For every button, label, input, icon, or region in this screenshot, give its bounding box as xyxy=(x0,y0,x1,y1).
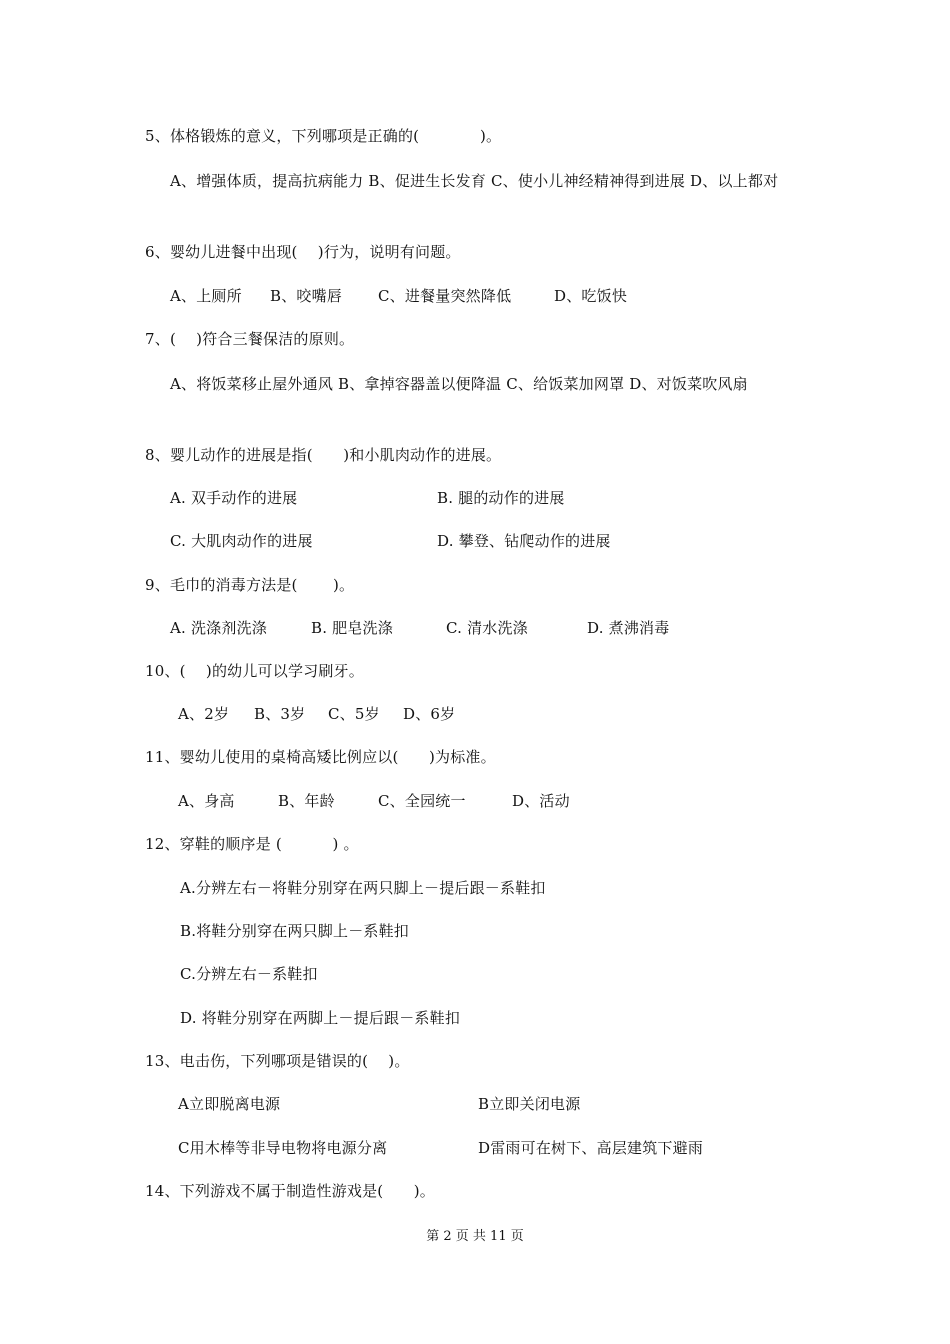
question-5-options: A、增强体质，提高抗病能力 B、促进生长发育 C、使小儿神经精神得到进展 D、以上都对 xyxy=(170,172,779,190)
question-12-option-a: A.分辨左右－将鞋分别穿在两只脚上－提后跟－系鞋扣 xyxy=(180,879,546,897)
question-9-option-c: C. 清水洗涤 xyxy=(446,619,528,637)
question-10-option-a: A、2岁 xyxy=(178,705,230,723)
question-8-option-a: A. 双手动作的进展 xyxy=(170,489,298,507)
question-6-option-d: D、吃饭快 xyxy=(554,287,628,305)
question-12-option-b: B.将鞋分别穿在两只脚上－系鞋扣 xyxy=(180,922,409,940)
question-10-option-d: D、6岁 xyxy=(403,705,456,723)
question-13-option-a: A立即脱离电源 xyxy=(178,1095,281,1113)
question-6-stem: 6、婴幼儿进餐中出现( )行为，说明有问题。 xyxy=(145,243,461,261)
question-9-option-d: D. 煮沸消毒 xyxy=(587,619,670,637)
question-13-stem: 13、电击伤，下列哪项是错误的( )。 xyxy=(145,1052,410,1070)
question-10-stem: 10、( )的幼儿可以学习刷牙。 xyxy=(145,662,364,680)
question-11-option-d: D、活动 xyxy=(512,792,570,810)
question-11-option-b: B、年龄 xyxy=(278,792,335,810)
page-footer: 第 2 页 共 11 页 xyxy=(426,1229,524,1244)
question-10-option-c: C、5岁 xyxy=(328,705,380,723)
question-5-stem: 5、体格锻炼的意义，下列哪项是正确的( )。 xyxy=(145,127,502,145)
question-8-option-b: B. 腿的动作的进展 xyxy=(437,489,565,507)
question-12-stem: 12、穿鞋的顺序是 ( ) 。 xyxy=(145,835,359,853)
question-13-option-d: D雷雨可在树下、高层建筑下避雨 xyxy=(478,1139,704,1157)
question-7-stem: 7、( )符合三餐保洁的原则。 xyxy=(145,330,355,348)
question-9-option-b: B. 肥皂洗涤 xyxy=(311,619,393,637)
question-6-option-b: B、咬嘴唇 xyxy=(270,287,343,305)
question-13-option-b: B立即关闭电源 xyxy=(478,1095,581,1113)
question-12-option-d: D. 将鞋分别穿在两脚上－提后跟－系鞋扣 xyxy=(180,1009,461,1027)
question-11-option-c: C、全园统一 xyxy=(378,792,466,810)
question-9-option-a: A. 洗涤剂洗涤 xyxy=(170,619,267,637)
question-11-option-a: A、身高 xyxy=(178,792,235,810)
question-8-option-c: C. 大肌肉动作的进展 xyxy=(170,532,313,550)
question-6-option-c: C、进餐量突然降低 xyxy=(378,287,512,305)
question-6-option-a: A、上厕所 xyxy=(170,287,242,305)
question-11-stem: 11、婴幼儿使用的桌椅高矮比例应以( )为标准。 xyxy=(145,748,496,766)
question-14-stem: 14、下列游戏不属于制造性游戏是( )。 xyxy=(145,1182,435,1200)
question-8-option-d: D. 攀登、钻爬动作的进展 xyxy=(437,532,611,550)
question-13-option-c: C用木棒等非导电物将电源分离 xyxy=(178,1139,388,1157)
question-8-stem: 8、婴儿动作的进展是指( )和小肌肉动作的进展。 xyxy=(145,446,502,464)
question-12-option-c: C.分辨左右－系鞋扣 xyxy=(180,965,318,983)
question-10-option-b: B、3岁 xyxy=(254,705,306,723)
question-7-options: A、将饭菜移止屋外通风 B、拿掉容器盖以便降温 C、给饭菜加网罩 D、对饭菜吹风扇 xyxy=(170,375,748,393)
question-9-stem: 9、毛巾的消毒方法是( )。 xyxy=(145,576,355,594)
